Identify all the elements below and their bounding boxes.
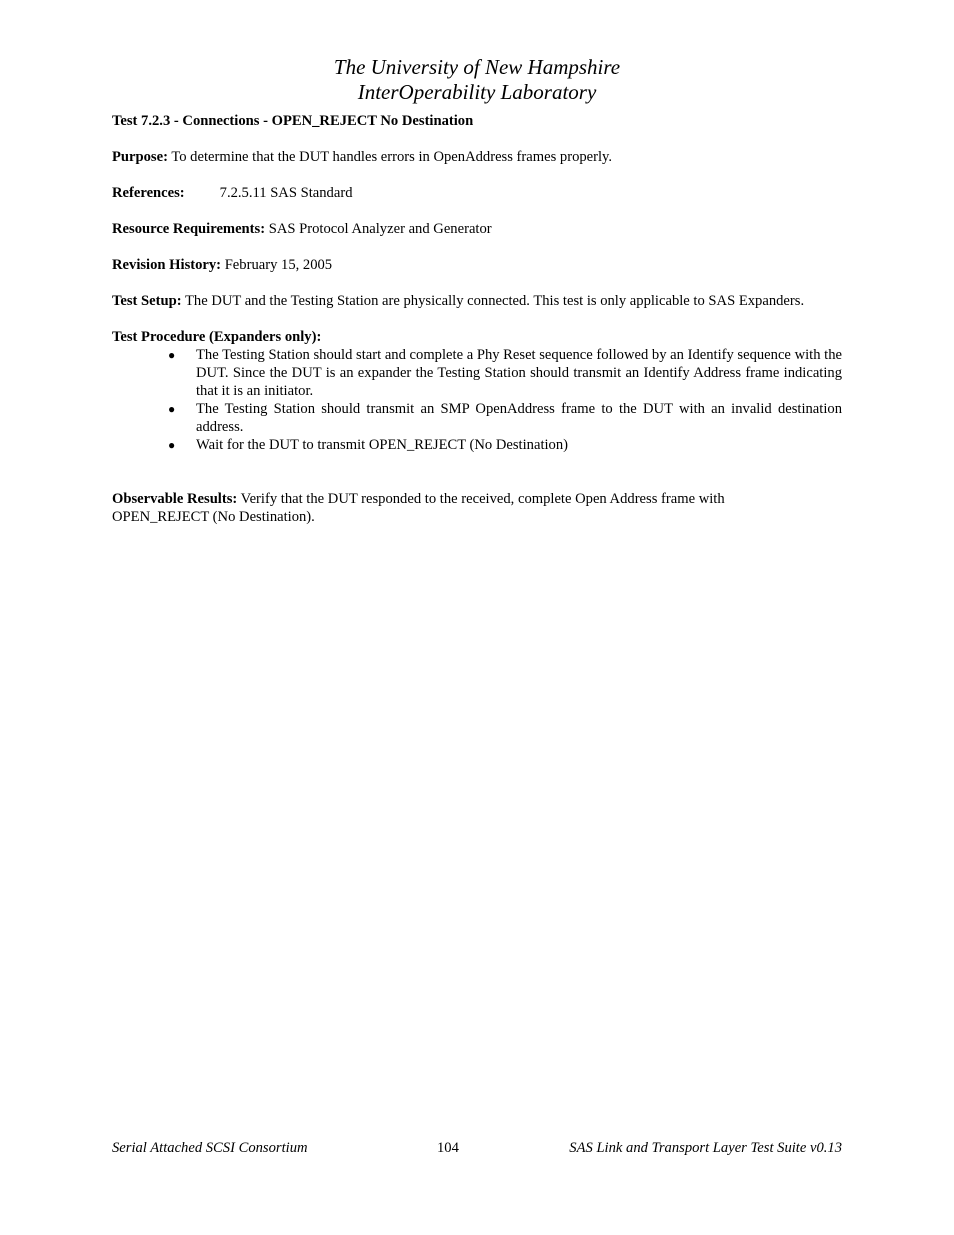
resources-text: SAS Protocol Analyzer and Generator	[265, 221, 492, 237]
procedure-step	[168, 400, 842, 436]
purpose-section	[112, 148, 842, 166]
header-laboratory: InterOperability Laboratory	[357, 80, 597, 104]
results-text-line2: OPEN_REJECT (No Destination).	[112, 509, 315, 525]
procedure-step-text: Wait for the DUT to transmit OPEN_REJECT (No Destination)	[196, 437, 569, 453]
references-section	[112, 184, 842, 202]
resources-section	[112, 220, 842, 238]
purpose-label: Purpose:	[112, 149, 168, 165]
setup-section	[112, 292, 842, 310]
procedure-label: Test Procedure (Expanders only):	[112, 329, 322, 345]
results-label: Observable Results:	[112, 491, 238, 507]
page-header	[112, 55, 842, 105]
references-label: References:	[112, 185, 185, 201]
revision-section	[112, 256, 842, 274]
bullet-icon: ●	[168, 402, 176, 416]
footer-organization: Serial Attached SCSI Consortium	[112, 1140, 308, 1156]
procedure-step-text: The Testing Station should start and complete a Phy Reset sequence followed by an Identify sequence with the DUT. Since the DUT is an expander the Testing Station should transmit an Identify Address frame indicating that it is an initiator.	[196, 347, 842, 399]
purpose-text: To determine that the DUT handles errors in OpenAddress frames properly.	[167, 149, 613, 165]
references-text: 7.2.5.11 SAS Standard	[219, 185, 353, 201]
test-content	[112, 112, 842, 544]
procedure-step	[168, 436, 842, 454]
setup-label: Test Setup:	[112, 293, 182, 309]
setup-text: The DUT and the Testing Station are physically connected. This test is only applicable to SAS Expanders.	[181, 293, 805, 309]
procedure-step	[168, 346, 842, 400]
bullet-icon: ●	[168, 438, 176, 452]
procedure-step-text: The Testing Station should transmit an SMP OpenAddress frame to the DUT with an invalid destination address.	[196, 401, 842, 435]
document-page	[112, 0, 842, 1235]
section-spacer	[112, 454, 842, 490]
results-section	[112, 490, 842, 526]
revision-text: February 15, 2005	[221, 257, 333, 273]
revision-label: Revision History:	[112, 257, 222, 273]
test-title: Test 7.2.3 - Connections - OPEN_REJECT No Destination	[112, 113, 474, 129]
procedure-list	[112, 346, 842, 454]
resources-label: Resource Requirements:	[112, 221, 266, 237]
footer-document-title: SAS Link and Transport Layer Test Suite v0.13	[569, 1140, 842, 1156]
header-university: The University of New Hampshire	[333, 55, 621, 79]
procedure-section	[112, 328, 842, 454]
page-number: 104	[437, 1140, 459, 1156]
results-text-line1: Verify that the DUT responded to the received, complete Open Address frame with	[237, 491, 725, 507]
bullet-icon: ●	[168, 348, 176, 362]
